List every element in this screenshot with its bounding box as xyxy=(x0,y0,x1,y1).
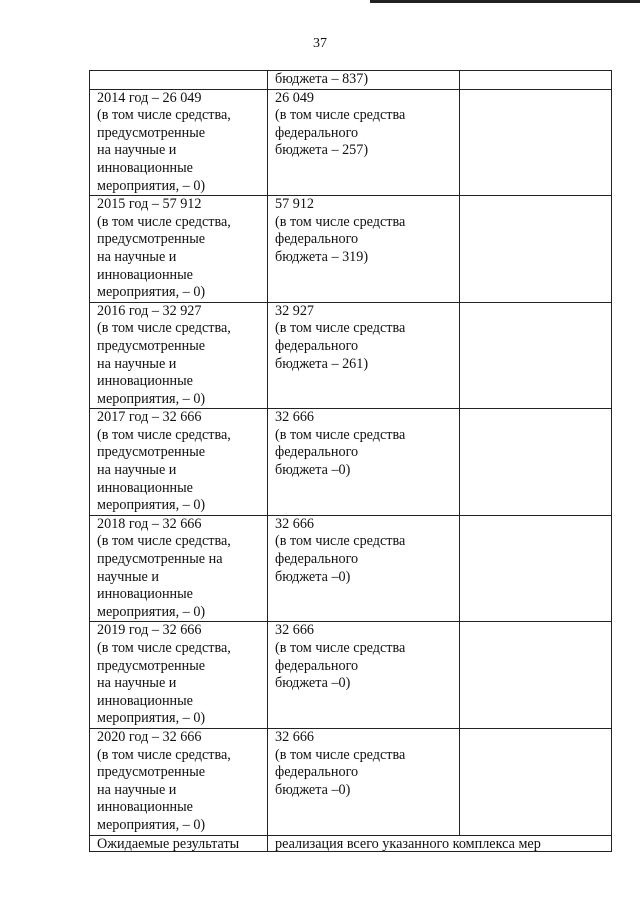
cell-line: федерального xyxy=(275,764,359,781)
table-cell-col3 xyxy=(460,71,612,90)
table-cell-col2 xyxy=(268,622,460,729)
table-cell-col3 xyxy=(460,409,612,516)
cell-line: 2020 год – 32 666 xyxy=(97,728,202,745)
cell-line: 2015 год – 57 912 xyxy=(97,196,202,213)
table-cell-col2 xyxy=(268,728,460,835)
table-cell-col1 xyxy=(90,71,268,90)
cell-line: инновационные xyxy=(97,266,193,283)
cell-line: инновационные xyxy=(97,373,193,390)
table-row-expected-results xyxy=(90,835,612,851)
cell-line: 32 666 xyxy=(275,728,315,745)
expected-results-label: Ожидаемые результаты xyxy=(90,835,268,851)
cell-line: мероприятия, – 0) xyxy=(97,603,206,620)
table-cell-col1 xyxy=(90,89,268,196)
cell-line: федерального xyxy=(275,231,359,248)
cell-line: федерального xyxy=(275,657,359,674)
cell-line: инновационные xyxy=(97,479,193,496)
cell-line: инновационные xyxy=(97,692,193,709)
cell-line: мероприятия, – 0) xyxy=(97,816,206,833)
table-cell-col1 xyxy=(90,515,268,622)
cell-line: предусмотренные xyxy=(97,657,206,674)
page-number: 37 xyxy=(313,36,327,51)
table-row xyxy=(90,409,612,516)
cell-line: мероприятия, – 0) xyxy=(97,497,206,514)
cell-line: бюджета –0) xyxy=(275,568,351,585)
table-cell-col2 xyxy=(268,515,460,622)
table-cell-col1 xyxy=(90,196,268,303)
cell-line: на научные и xyxy=(97,355,177,372)
table-cell-col1 xyxy=(90,728,268,835)
cell-line: 32 666 xyxy=(275,515,315,532)
cell-line: предусмотренные xyxy=(97,231,206,248)
cell-line: 2016 год – 32 927 xyxy=(97,302,202,319)
cell-line: (в том числе средства xyxy=(275,320,406,337)
cell-line: мероприятия, – 0) xyxy=(97,390,206,407)
cell-line: предусмотренные на xyxy=(97,551,223,568)
cell-line: (в том числе средства xyxy=(275,746,406,763)
cell-line: бюджета – 319) xyxy=(275,248,369,265)
cell-line: на научные и xyxy=(97,462,177,479)
cell-line: предусмотренные xyxy=(97,124,206,141)
cell-line: федерального xyxy=(275,444,359,461)
table-row xyxy=(90,728,612,835)
cell-line: федерального xyxy=(275,337,359,354)
cell-line: (в том числе средства xyxy=(275,426,406,443)
cell-line: 2017 год – 32 666 xyxy=(97,409,202,426)
top-rule xyxy=(370,0,640,3)
cell-line: (в том числе средства xyxy=(275,640,406,656)
cell-line: 32 666 xyxy=(275,409,315,426)
cell-line: инновационные xyxy=(97,159,193,176)
cell-line: (в том числе средства, xyxy=(97,213,231,230)
cell-line: (в том числе средства, xyxy=(97,320,231,337)
table-cell-col1 xyxy=(90,302,268,409)
cell-line: инновационные xyxy=(97,586,193,603)
cell-line: (в том числе средства xyxy=(275,533,406,550)
cell-line: на научные и xyxy=(97,248,177,265)
table-cell-col2 xyxy=(268,71,460,90)
cell-line: на научные и xyxy=(97,675,177,692)
table-row xyxy=(90,302,612,409)
budget-table xyxy=(89,70,612,852)
cell-line: 32 666 xyxy=(275,622,315,639)
cell-line: бюджета –0) xyxy=(275,675,351,692)
cell-line: федерального xyxy=(275,124,359,141)
cell-line: 57 912 xyxy=(275,196,315,213)
table-cell-col1 xyxy=(90,409,268,516)
cell-line: (в том числе средства xyxy=(275,107,406,124)
table-row xyxy=(90,89,612,196)
table-cell-col3 xyxy=(460,622,612,729)
table-cell-col2 xyxy=(268,89,460,196)
cell-line: предусмотренные xyxy=(97,444,206,461)
cell-line: бюджета – 257) xyxy=(275,142,369,159)
cell-line: (в том числе средства, xyxy=(97,533,231,550)
cell-line: на научные и xyxy=(97,781,177,798)
table-cell-col3 xyxy=(460,89,612,196)
table-cell-col3 xyxy=(460,302,612,409)
cell-line: бюджета –0) xyxy=(275,462,351,479)
table-cell-col1 xyxy=(90,622,268,729)
table-row-continuation xyxy=(90,71,612,90)
cell-line: мероприятия, – 0) xyxy=(97,284,206,301)
cell-line: на научные и xyxy=(97,142,177,159)
cell-line: (в том числе средства, xyxy=(97,107,231,124)
table-row xyxy=(90,196,612,303)
cell-line: 26 049 xyxy=(275,89,315,106)
cell-line: мероприятия, – 0) xyxy=(97,710,206,727)
cell-line: предусмотренные xyxy=(97,337,206,354)
table-row xyxy=(90,622,612,729)
cell-line: предусмотренные xyxy=(97,764,206,781)
cell-line: 2018 год – 32 666 xyxy=(97,515,202,532)
cell-line: 2019 год – 32 666 xyxy=(97,622,202,639)
table-cell-col2 xyxy=(268,409,460,516)
cell-line: бюджета – 837) xyxy=(275,71,369,87)
table-cell-col3 xyxy=(460,728,612,835)
cell-line: (в том числе средства, xyxy=(97,640,231,656)
cell-line: бюджета – 261) xyxy=(275,355,369,372)
table-row xyxy=(90,515,612,622)
cell-line: (в том числе средства xyxy=(275,213,406,230)
table-cell-col3 xyxy=(460,515,612,622)
cell-line: федерального xyxy=(275,551,359,568)
table-cell-col3 xyxy=(460,196,612,303)
cell-line: 2014 год – 26 049 xyxy=(97,89,202,106)
cell-line: мероприятия, – 0) xyxy=(97,177,206,194)
cell-line: бюджета –0) xyxy=(275,781,351,798)
cell-line: (в том числе средства, xyxy=(97,746,231,763)
expected-results-value: реализация всего указанного комплекса мер xyxy=(268,835,612,851)
cell-line: (в том числе средства, xyxy=(97,426,231,443)
cell-line: научные и xyxy=(97,568,159,585)
table-cell-col2 xyxy=(268,302,460,409)
table-cell-col2 xyxy=(268,196,460,303)
cell-line: инновационные xyxy=(97,799,193,816)
cell-line: 32 927 xyxy=(275,302,315,319)
